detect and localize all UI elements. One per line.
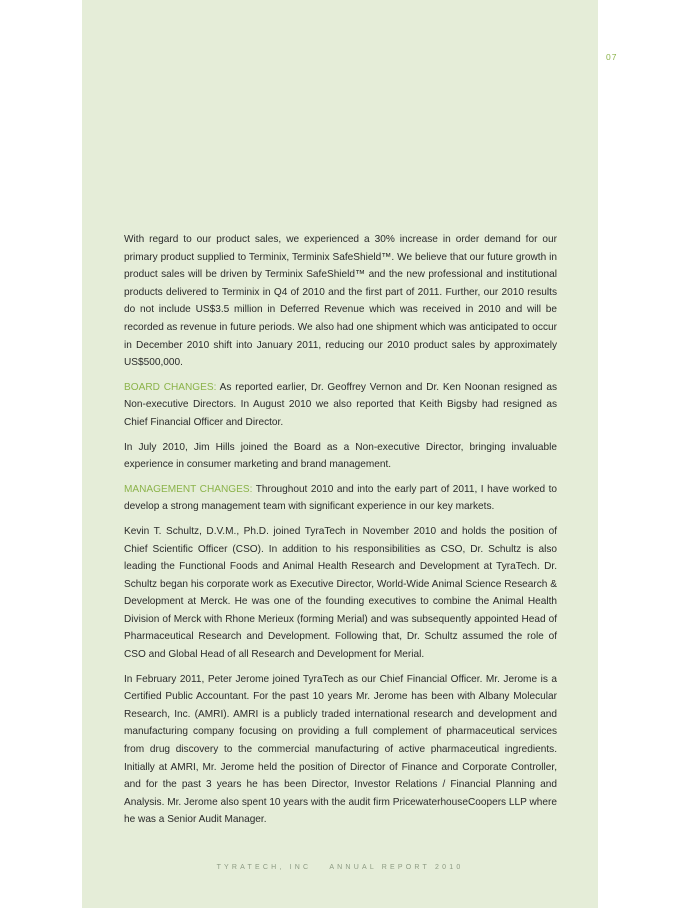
body-text <box>124 231 557 836</box>
paragraph-kevin-schultz <box>124 523 557 664</box>
footer-report: ANNUAL REPORT 2010 <box>329 864 464 871</box>
paragraph-text: In February 2011, Peter Jerome joined TyraTech as our Chief Financial Officer. Mr. Jerome is a Certified Public Accountant. For the past 10 years Mr. Jerome has been with Albany Molecular Research, Inc. (AMRI). AMRI is a publicly traded international research and development and manufacturing company focusing on providing a full complement of pharmaceutical services from drug discovery to the commercial manufacturing of active pharmaceutical ingredients. Initially at AMRI, Mr. Jerome held the position of Director of Finance and Corporate Controller, and for the past 3 years he has been Director, Investor Relations / Financial Planning and Analysis. Mr. Jerome also spent 10 years with the audit firm PricewaterhouseCoopers LLP where he was a Senior Audit Manager. <box>124 673 557 826</box>
page-number: 07 <box>606 52 618 62</box>
board-changes-heading: BOARD CHANGES: <box>124 381 217 393</box>
paragraph-text: Throughout 2010 and into the early part of 2011, I have worked to develop a strong management team with significant experience in our key markets. <box>124 483 557 513</box>
paragraph-jim-hills <box>124 439 557 474</box>
paragraph-peter-jerome <box>124 671 557 829</box>
paragraph-text: In July 2010, Jim Hills joined the Board as a Non-executive Director, bringing invaluable experience in consumer marketing and brand management. <box>124 441 557 471</box>
page-footer <box>82 864 598 871</box>
management-changes-heading: MANAGEMENT CHANGES: <box>124 483 253 495</box>
paragraph-product-sales <box>124 231 557 372</box>
paragraph-text: With regard to our product sales, we experienced a 30% increase in order demand for our primary product supplied to Terminix, Terminix SafeShield™. We believe that our future growth in product sales will be driven by Terminix SafeShield™ and the new professional and institutional products delivered to Terminix in Q4 of 2010 and the first part of 2011. Further, our 2010 results do not include US$3.5 million in Deferred Revenue which was received in 2010 and will be recorded as revenue in future periods. We also had one shipment which was anticipated to occur in December 2010 shift into January 2011, reducing our 2010 product sales by approximately US$500,000. <box>124 234 557 369</box>
paragraph-board-changes <box>124 379 557 432</box>
paragraph-management-changes <box>124 481 557 516</box>
footer-company: TYRATECH, INC <box>216 864 312 871</box>
paragraph-text: As reported earlier, Dr. Geoffrey Vernon and Dr. Ken Noonan resigned as Non-executive Directors. In August 2010 we also reported that Keith Bigsby had resigned as Chief Financial Officer and Director. <box>124 381 557 428</box>
paragraph-text: Kevin T. Schultz, D.V.M., Ph.D. joined TyraTech in November 2010 and holds the position of Chief Scientific Officer (CSO). In addition to his responsibilities as CSO, Dr. Schultz is also leading the Functional Foods and Animal Health Research and Development at TyraTech. Dr. Schultz began his corporate work as Executive Director, World-Wide Animal Science Research & Development at Merck. He was one of the founding executives to combine the Animal Health Division of Merck with Rhone Merieux (forming Merial) and was subsequently appointed Head of Pharmaceutical Research and Development. Following that, Dr. Schultz assumed the role of CSO and Global Head of all Research and Development for Merial. <box>124 525 557 661</box>
